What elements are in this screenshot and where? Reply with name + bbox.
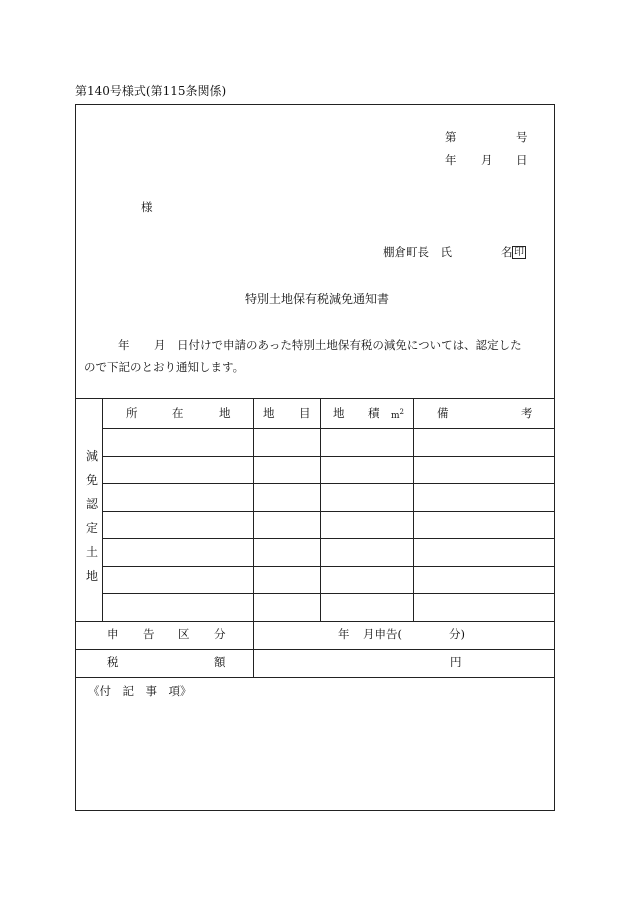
header-land-category-char: 目 <box>299 406 311 420</box>
tax-bottom-line <box>75 677 555 678</box>
document-title: 特別土地保有税減免通知書 <box>245 292 390 306</box>
body-text-line1: 日付けで申請のあった特別土地保有税の減免については、認定した <box>177 338 522 352</box>
seal-mark: 印 <box>514 247 524 258</box>
date-month: 月 <box>481 153 493 167</box>
tax-unit: 円 <box>450 655 462 669</box>
vertical-label-char: 減 <box>86 449 99 463</box>
date-year: 年 <box>445 153 457 167</box>
tax-label-char: 税 <box>107 655 119 669</box>
exempt-land-vertical-label <box>86 444 98 588</box>
header-location-char: 在 <box>172 406 184 420</box>
area-column-line <box>413 398 414 621</box>
header-remarks-char: 備 <box>437 406 449 420</box>
declaration-label-char: 分 <box>214 627 226 641</box>
body-month: 月 <box>154 338 166 352</box>
location-column-line <box>253 398 254 677</box>
vertical-label-char: 認 <box>86 497 99 511</box>
table-row-line <box>102 511 555 512</box>
form-number-label: 第140号様式(第115条関係) <box>75 84 227 98</box>
vertical-label-char: 定 <box>86 521 99 535</box>
land-category-column-line <box>320 398 321 621</box>
header-area-char: 積 <box>368 406 380 420</box>
number-suffix: 号 <box>516 130 528 144</box>
date-day: 日 <box>516 153 528 167</box>
declaration-label-char: 申 <box>107 627 119 641</box>
body-text-line2: ので下記のとおり通知します。 <box>84 360 245 374</box>
row-label-column-line <box>102 398 103 621</box>
body-divider <box>75 398 555 399</box>
table-row-line <box>102 456 555 457</box>
header-location-char: 所 <box>126 406 138 420</box>
vertical-label-char: 土 <box>86 545 99 559</box>
table-row-line <box>102 538 555 539</box>
table-row-line <box>102 566 555 567</box>
table-row-line <box>102 593 555 594</box>
declaration-value-end: 分) <box>449 627 465 641</box>
addressee-suffix: 様 <box>141 200 153 214</box>
header-location-char: 地 <box>219 406 231 420</box>
declaration-value: 月申告( <box>363 627 402 641</box>
table-bottom-line <box>75 621 555 622</box>
declaration-label-char: 告 <box>143 627 155 641</box>
declaration-year: 年 <box>338 627 350 641</box>
number-prefix: 第 <box>445 130 457 144</box>
notes-label: 《付 記 事 項》 <box>88 684 192 698</box>
declaration-bottom-line <box>75 649 555 650</box>
issuer-title: 棚倉町長 氏 <box>383 245 452 259</box>
declaration-label-char: 区 <box>178 627 190 641</box>
body-year: 年 <box>118 338 130 352</box>
table-row-line <box>102 483 555 484</box>
vertical-label-char: 地 <box>86 569 99 583</box>
header-remarks-char: 考 <box>521 406 533 420</box>
header-area-char: 地 <box>333 406 345 420</box>
table-row-line <box>102 428 555 429</box>
tax-label-char: 額 <box>214 655 226 669</box>
header-land-category-char: 地 <box>263 406 275 420</box>
vertical-label-char: 免 <box>86 473 99 487</box>
header-area-unit: $m^2$ <box>391 408 405 421</box>
issuer-name-suffix: 名 <box>501 245 513 259</box>
